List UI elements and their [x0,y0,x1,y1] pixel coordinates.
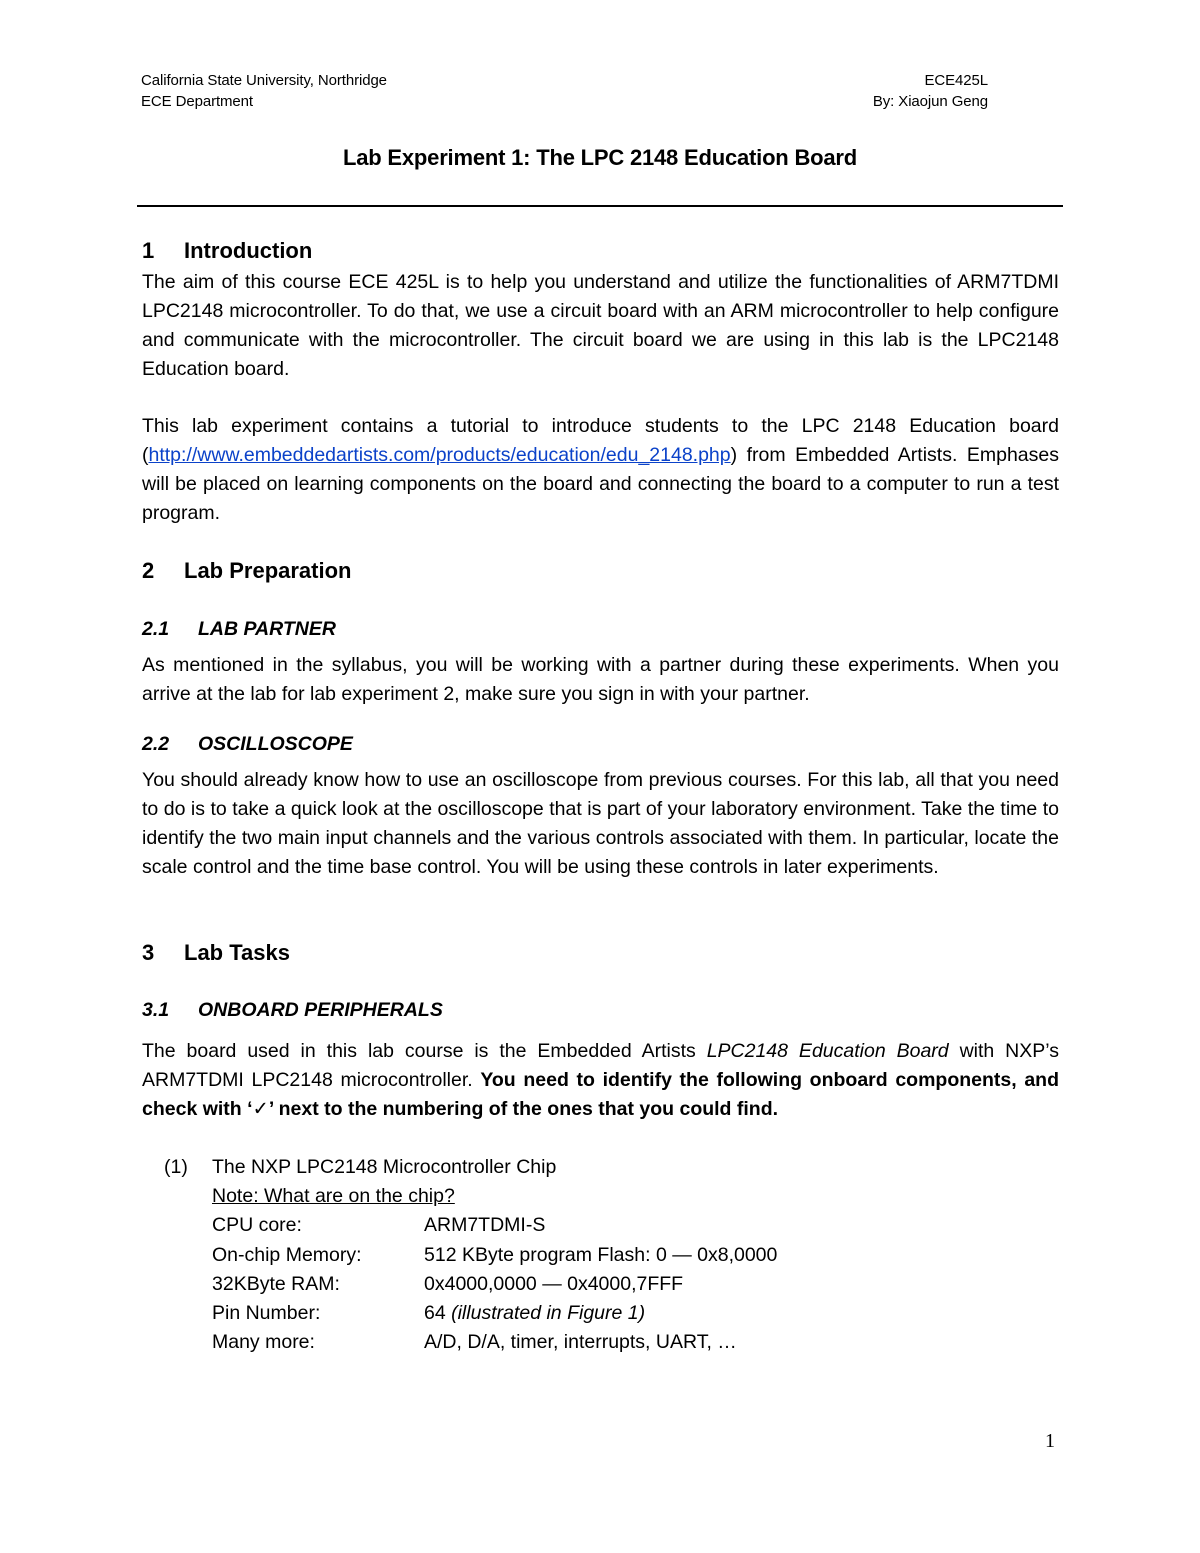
spec-key: 32KByte RAM: [212,1272,340,1295]
oscilloscope-paragraph: You should already know how to use an oscilloscope from previous courses. For this lab, all that you need to do is to take a quick look at the oscilloscope that is part of your laboratory environment. Take the time to identify the two main input channels and the various controls associated with them. In particular, locate the scale control and the time base control. You will be using these controls in later experiments. [142,769,1059,878]
subsection-3-1-number: 3.1 [142,999,170,1021]
subsection-2-2-heading [142,733,353,756]
list-item [164,1153,777,1182]
list-item-title: The NXP LPC2148 Microcontroller Chip [212,1156,557,1178]
subsection-3-1-heading [142,999,443,1022]
subsection-2-1-title: LAB PARTNER [198,618,336,640]
subsection-2-2-number: 2.2 [142,733,170,755]
peripherals-paragraph [142,1037,1059,1124]
spec-row [212,1211,777,1240]
spec-row [212,1241,777,1270]
subsection-2-2-title: OSCILLOSCOPE [198,733,353,755]
spec-key: CPU core: [212,1214,302,1237]
section-3-heading [142,940,290,966]
spec-value-main: 64 [424,1302,452,1325]
spec-value: ARM7TDMI-S [424,1214,546,1237]
spec-key: On-chip Memory: [212,1243,362,1266]
list-item-number: (1) [164,1156,188,1178]
chip-note: Note: What are on the chip? [212,1185,455,1208]
spec-value [424,1299,645,1328]
spec-value: 512 KByte program Flash: 0 — 0x8,0000 [424,1243,778,1266]
intro-paragraph-1: The aim of this course ECE 425L is to help you understand and utilize the functionalities of ARM7TDMI LPC2148 microcontroller. To do that, we use a circuit board with an ARM microcontroller to help configure and communicate with the microcontroller. The circuit board we are using in this lab is the LPC2148 Education board. [142,271,1059,380]
section-1-heading [142,238,312,264]
intro-paragraph-2-end: ) from Embedded Artists. Emphases will be placed on learning components on the board and connecting the board to a computer to run a test program. [142,444,1059,524]
intro-paragraph-2 [142,412,1059,528]
spec-row [212,1328,777,1357]
header-university: California State University, Northridge [141,72,387,89]
spec-key: Many more: [212,1331,315,1354]
section-2-heading [142,558,351,584]
spec-value: A/D, D/A, timer, interrupts, UART, … [424,1331,737,1354]
header-author: By: Xiaojun Geng [872,93,988,110]
peripherals-text-mid: with NXP’s ARM7TDMI LPC2148 microcontroller. [142,1040,1060,1091]
spec-key: Pin Number: [212,1302,321,1325]
header-course: ECE425L [924,72,988,89]
peripherals-instruction: You need to identify the following onboard components, and check with ‘✓’ next to the numbering of the ones that you could find. [142,1069,1059,1120]
spec-value: 0x4000,0000 — 0x4000,7FFF [424,1272,684,1295]
section-3-number: 3 [142,940,155,965]
subsection-2-1-heading [142,618,336,641]
spec-row [212,1270,777,1299]
subsection-3-1-title: ONBOARD PERIPHERALS [198,999,443,1021]
spec-value-note: (illustrated in Figure 1) [451,1302,646,1325]
subsection-2-1-number: 2.1 [142,618,170,640]
lab-partner-paragraph: As mentioned in the syllabus, you will be working with a partner during these experiments. When you arrive at the lab for lab experiment 2, make sure you sign in with your partner. [142,654,1059,705]
peripherals-text-start: The board used in this lab course is the Embedded Artists [142,1040,707,1062]
title-divider [137,205,1063,207]
page-title: Lab Experiment 1: The LPC 2148 Education Board [342,145,858,170]
header-department: ECE Department [141,93,253,110]
section-1-title: Introduction [184,238,313,263]
embeddedartists-link[interactable]: http://www.embeddedartists.com/products/education/edu_2148.php [148,444,731,466]
section-2-title: Lab Preparation [184,558,352,583]
section-1-number: 1 [142,238,155,263]
component-list [164,1153,777,1357]
section-3-title: Lab Tasks [184,940,290,965]
section-2-number: 2 [142,558,155,583]
board-name: LPC2148 Education Board [706,1040,949,1062]
intro-paragraph-2-start: This lab experiment contains a tutorial to introduce students to the LPC 2148 Education board ( [142,415,1059,466]
page-number: 1 [1045,1430,1055,1452]
spec-row [212,1299,777,1328]
chip-details [164,1182,777,1357]
